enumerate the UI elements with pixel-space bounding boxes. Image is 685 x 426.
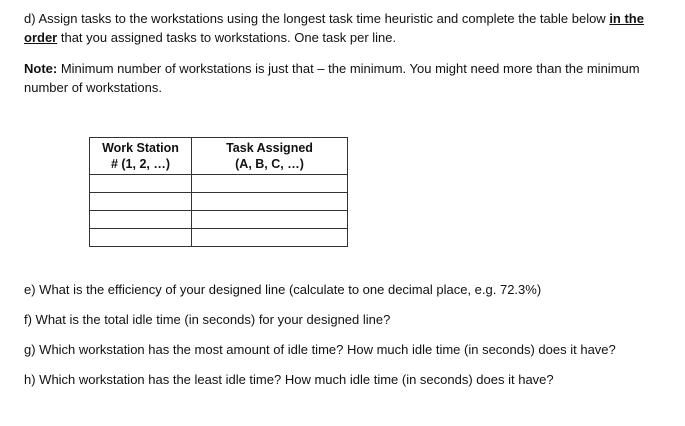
part-d-text-end: that you assigned tasks to workstations. One task per line. <box>57 30 397 45</box>
task-cell[interactable] <box>192 211 348 229</box>
task-cell[interactable] <box>192 175 348 193</box>
header-task-assigned-line2: (A, B, C, …) <box>235 157 304 171</box>
station-cell[interactable] <box>90 211 192 229</box>
header-task-assigned-line1: Task Assigned <box>226 141 313 155</box>
table-row <box>90 193 348 211</box>
header-work-station <box>90 138 192 175</box>
part-d-text-start: d) Assign tasks to the workstations using the longest task time heuristic and complete the table below <box>24 11 610 26</box>
table-header-row <box>90 138 348 175</box>
task-cell[interactable] <box>192 229 348 247</box>
question-f: f) What is the total idle time (in seconds) for your designed line? <box>24 312 391 327</box>
table-row <box>90 211 348 229</box>
header-work-station-line2: # (1, 2, …) <box>110 157 171 171</box>
note-paragraph <box>24 59 664 97</box>
header-task-assigned <box>192 138 348 175</box>
table-row <box>90 175 348 193</box>
part-d-emphasis: in the order <box>24 11 644 45</box>
part-d-instructions <box>24 9 664 47</box>
question-e: e) What is the efficiency of your designed line (calculate to one decimal place, e.g. 72.3%) <box>24 282 542 297</box>
question-g: g) Which workstation has the most amount of idle time? How much idle time (in seconds) does it have? <box>24 342 616 357</box>
station-cell[interactable] <box>90 229 192 247</box>
station-cell[interactable] <box>90 175 192 193</box>
workstation-assignment-table <box>89 137 348 247</box>
table-row <box>90 229 348 247</box>
question-h: h) Which workstation has the least idle time? How much idle time (in seconds) does it have? <box>24 372 554 387</box>
task-cell[interactable] <box>192 193 348 211</box>
station-cell[interactable] <box>90 193 192 211</box>
note-text: Minimum number of workstations is just that – the minimum. You might need more than the minimum number of workstations. <box>24 61 640 95</box>
header-work-station-line1: Work Station <box>102 141 179 155</box>
note-label: Note: <box>24 61 58 76</box>
